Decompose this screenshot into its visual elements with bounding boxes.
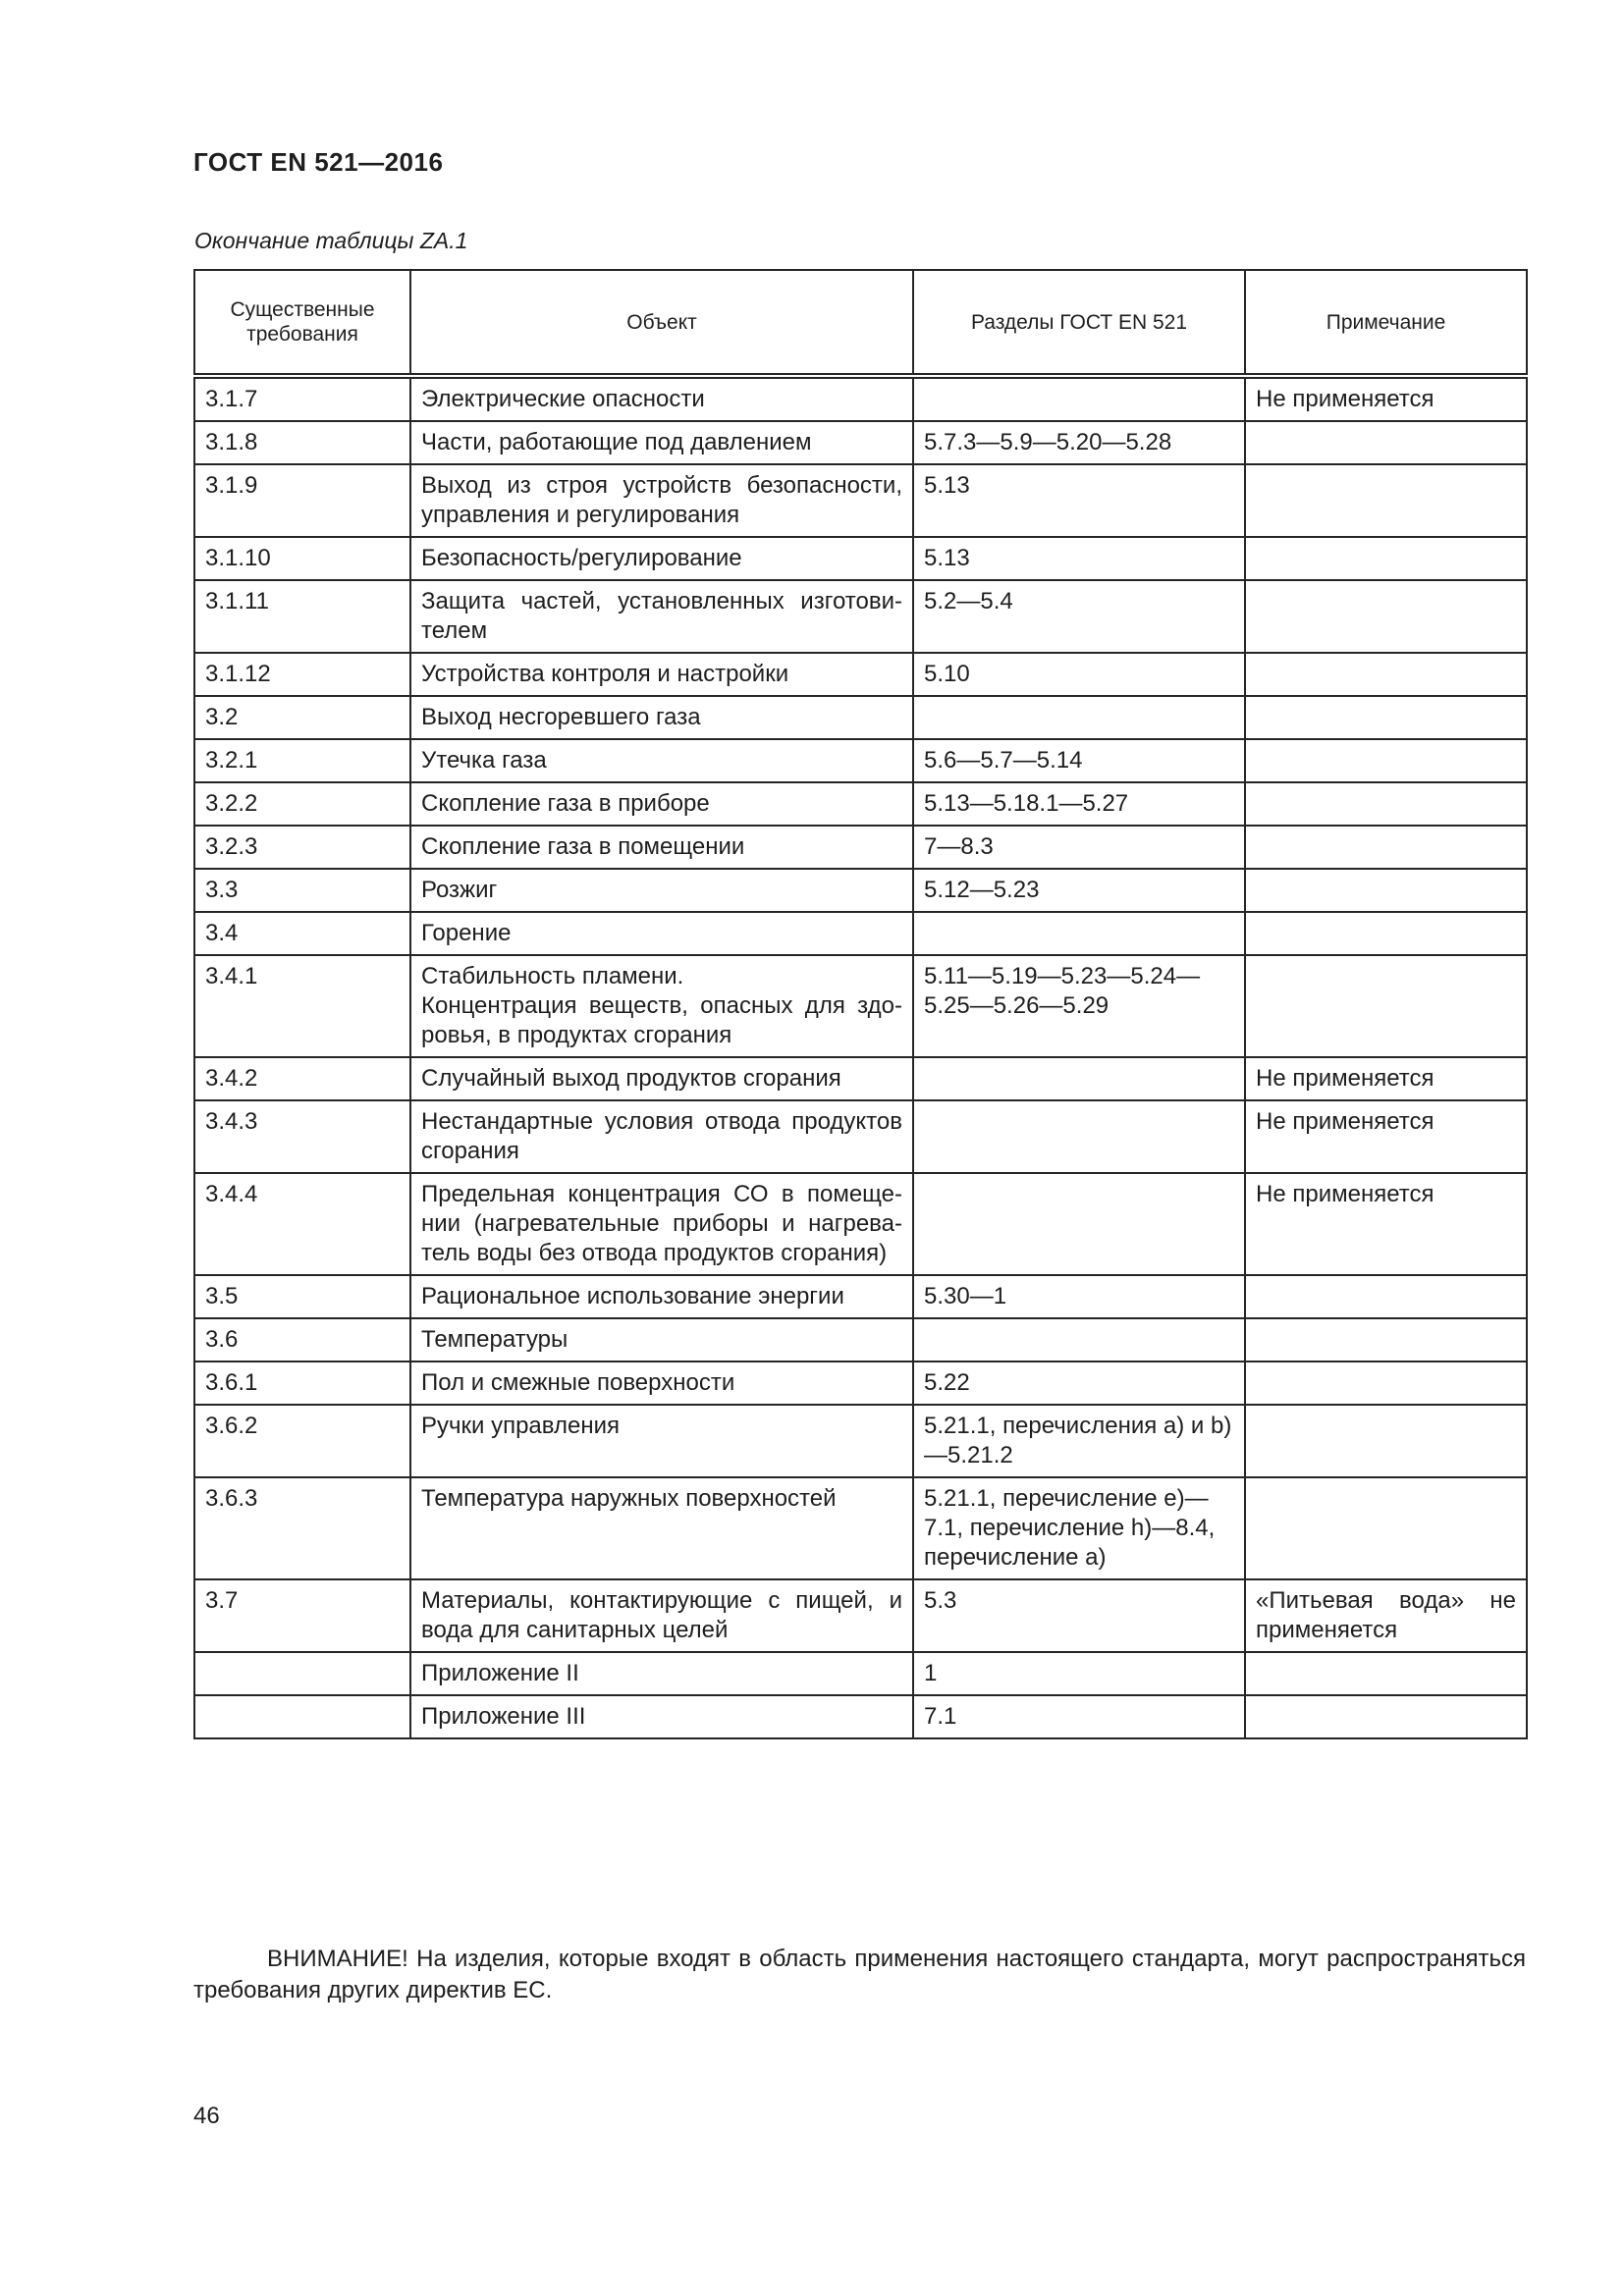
requirement-cell: 3.4.1 [194,955,410,1057]
requirement-cell: 3.2 [194,696,410,739]
object-cell: Устройства контроля и настройки [410,653,913,696]
table-row [194,869,1527,912]
note-cell [1245,580,1527,653]
document-header: ГОСТ EN 521—2016 [193,147,444,177]
sections-cell: 5.21.1, перечисления а) и b)—5.21.2 [913,1405,1245,1477]
note-cell [1245,869,1527,912]
requirement-cell: 3.1.8 [194,421,410,464]
column-header-object: Объект [410,270,913,376]
object-cell: Ручки управления [410,1405,913,1477]
object-cell: Горение [410,912,913,955]
object-cell: Стабильность пламени. Концентрация веществ, опасных для здоровья, в продуктах сгорания [410,955,913,1057]
table-row [194,537,1527,580]
object-cell: Электрические опасности [410,376,913,421]
requirement-cell: 3.5 [194,1275,410,1318]
note-cell [1245,1695,1527,1738]
requirement-cell: 3.2.2 [194,782,410,826]
note-cell: Не применяется [1245,376,1527,421]
note-cell [1245,955,1527,1057]
sections-cell [913,1173,1245,1275]
requirement-cell: 3.6.3 [194,1477,410,1579]
table-header-row [194,270,1527,376]
note-cell [1245,1652,1527,1695]
table-row [194,1405,1527,1477]
object-cell: Случайный выход продуктов сгорания [410,1057,913,1100]
requirement-cell: 3.7 [194,1579,410,1652]
table-row [194,1477,1527,1579]
object-cell: Приложение II [410,1652,913,1695]
table-row [194,955,1527,1057]
object-cell: Безопасность/регулирование [410,537,913,580]
object-cell: Рациональное использование энергии [410,1275,913,1318]
sections-cell [913,1057,1245,1100]
column-header-requirements: Существенные требования [194,270,410,376]
note-cell [1245,912,1527,955]
table-row [194,696,1527,739]
table-row [194,1173,1527,1275]
table-row [194,1100,1527,1173]
object-cell: Материалы, контактирующие с пищей, и вода для санитарных целей [410,1579,913,1652]
table-row [194,826,1527,869]
table-caption: Окончание таблицы ZA.1 [194,228,468,253]
sections-cell: 5.11—5.19—5.23—5.24— 5.25—5.26—5.29 [913,955,1245,1057]
requirement-cell: 3.2.1 [194,739,410,782]
sections-cell: 7.1 [913,1695,1245,1738]
requirement-cell: 3.4 [194,912,410,955]
table-row [194,580,1527,653]
page-number: 46 [193,2103,220,2129]
note-cell [1245,1318,1527,1362]
object-cell: Скопление газа в помещении [410,826,913,869]
sections-cell: 5.30—1 [913,1275,1245,1318]
sections-cell: 5.6—5.7—5.14 [913,739,1245,782]
note-cell [1245,696,1527,739]
note-cell [1245,421,1527,464]
sections-cell [913,912,1245,955]
column-header-note: Примечание [1245,270,1527,376]
object-cell: Температура наружных поверхностей [410,1477,913,1579]
requirement-cell: 3.4.4 [194,1173,410,1275]
note-cell [1245,782,1527,826]
sections-cell [913,696,1245,739]
sections-cell: 5.22 [913,1362,1245,1405]
object-cell: Нестандартные условия отвода продуктов сгорания [410,1100,913,1173]
sections-cell: 5.12—5.23 [913,869,1245,912]
requirement-cell: 3.1.7 [194,376,410,421]
object-cell: Предельная концентрация СО в помещении (нагревательные приборы и нагреватель воды без отвода продуктов сгорания) [410,1173,913,1275]
note-cell [1245,464,1527,537]
sections-cell [913,376,1245,421]
requirement-cell: 3.1.12 [194,653,410,696]
sections-cell [913,1318,1245,1362]
sections-cell: 5.13—5.18.1—5.27 [913,782,1245,826]
note-cell [1245,1477,1527,1579]
requirement-cell [194,1652,410,1695]
note-cell: Не применяется [1245,1057,1527,1100]
sections-cell: 5.2—5.4 [913,580,1245,653]
table-row [194,912,1527,955]
sections-cell: 5.21.1, перечисление е)— 7.1, перечисление h)—8.4, перечисление а) [913,1477,1245,1579]
note-cell [1245,826,1527,869]
object-cell: Части, работающие под давлением [410,421,913,464]
requirement-cell: 3.1.9 [194,464,410,537]
object-cell: Скопление газа в приборе [410,782,913,826]
sections-cell: 1 [913,1652,1245,1695]
table-row [194,1695,1527,1738]
requirement-cell: 3.3 [194,869,410,912]
column-header-sections: Разделы ГОСТ EN 521 [913,270,1245,376]
note-cell: Не применяется [1245,1173,1527,1275]
object-cell: Приложение III [410,1695,913,1738]
sections-cell: 5.13 [913,537,1245,580]
note-cell [1245,739,1527,782]
object-cell: Розжиг [410,869,913,912]
note-cell: «Питьевая вода» не применяется [1245,1579,1527,1652]
table-row [194,653,1527,696]
object-cell: Выход несгоревшего газа [410,696,913,739]
requirement-cell: 3.2.3 [194,826,410,869]
note-cell [1245,1405,1527,1477]
sections-cell [913,1100,1245,1173]
note-cell: Не применяется [1245,1100,1527,1173]
requirements-table [193,269,1528,1739]
table-row [194,1275,1527,1318]
requirements-table-container [193,269,1526,1739]
table-row [194,421,1527,464]
table-row [194,782,1527,826]
sections-cell: 5.13 [913,464,1245,537]
sections-cell: 5.10 [913,653,1245,696]
note-cell [1245,1275,1527,1318]
object-cell: Температуры [410,1318,913,1362]
sections-cell: 5.7.3—5.9—5.20—5.28 [913,421,1245,464]
object-cell: Пол и смежные поверхности [410,1362,913,1405]
table-row [194,464,1527,537]
requirement-cell: 3.6 [194,1318,410,1362]
note-cell [1245,1362,1527,1405]
object-cell: Утечка газа [410,739,913,782]
table-row [194,1652,1527,1695]
table-row [194,739,1527,782]
attention-note: ВНИМАНИЕ! На изделия, которые входят в область применения настоящего стандарта, могут распространяться требования других директив ЕС. [193,1946,1526,2003]
note-cell [1245,537,1527,580]
table-row [194,1318,1527,1362]
requirement-cell: 3.4.2 [194,1057,410,1100]
note-cell [1245,653,1527,696]
object-cell: Защита частей, установленных изготовителем [410,580,913,653]
requirement-cell: 3.6.2 [194,1405,410,1477]
requirement-cell: 3.1.10 [194,537,410,580]
table-row [194,1362,1527,1405]
requirement-cell: 3.6.1 [194,1362,410,1405]
requirement-cell: 3.4.3 [194,1100,410,1173]
requirement-cell: 3.1.11 [194,580,410,653]
table-body [194,376,1527,1738]
object-cell: Выход из строя устройств безопасности, управления и регулирования [410,464,913,537]
sections-cell: 5.3 [913,1579,1245,1652]
requirement-cell [194,1695,410,1738]
table-row [194,1579,1527,1652]
table-row [194,1057,1527,1100]
table-row [194,376,1527,421]
sections-cell: 7—8.3 [913,826,1245,869]
